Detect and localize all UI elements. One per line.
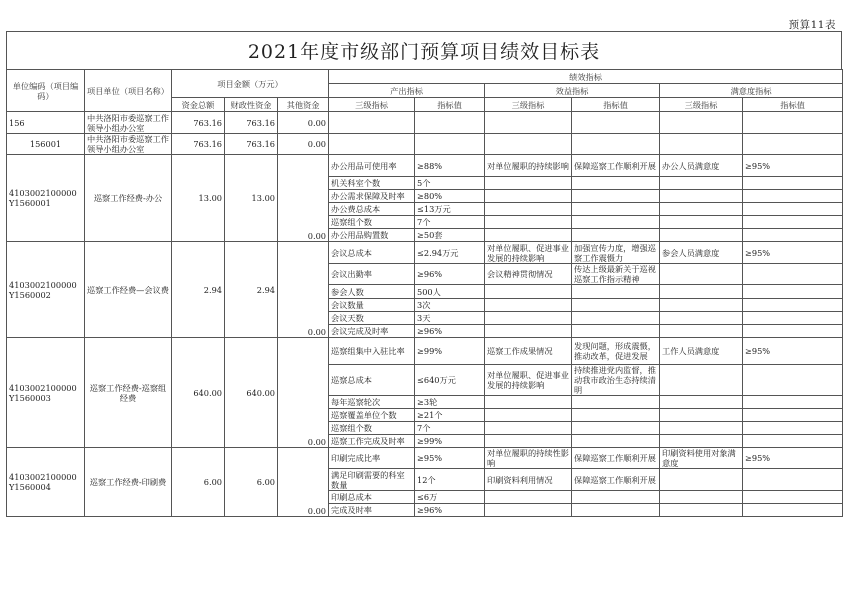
- output-value: 7个: [415, 216, 485, 229]
- empty-cell: [485, 504, 572, 517]
- empty-cell: [743, 299, 843, 312]
- output-value: ≥21个: [415, 409, 485, 422]
- output-value: ≥50套: [415, 229, 485, 242]
- empty-cell: [485, 312, 572, 325]
- output-indicator: 印刷总成本: [329, 491, 415, 504]
- benefit-indicator: 对单位履职、促进事业发展的持续影响: [485, 242, 572, 264]
- title-bar: [6, 31, 842, 69]
- project-fiscal: 2.94: [225, 242, 278, 338]
- empty-cell: [743, 325, 843, 338]
- project-other: 0.00: [278, 242, 329, 338]
- benefit-value: 保障巡察工作顺利开展: [572, 469, 660, 491]
- empty-cell: [660, 325, 743, 338]
- benefit-value: 发现问题，形成震慑，推动改革，促进发展: [572, 338, 660, 365]
- satisfaction-indicator: 工作人员满意度: [660, 338, 743, 365]
- project-fiscal: 640.00: [225, 338, 278, 448]
- empty-cell: [743, 365, 843, 396]
- satisfaction-value: ≥95%: [743, 155, 843, 177]
- satisfaction-indicator: 办公人员满意度: [660, 155, 743, 177]
- project-total: 640.00: [172, 338, 225, 448]
- output-value: ≤640万元: [415, 365, 485, 396]
- output-value: ≥80%: [415, 190, 485, 203]
- output-indicator: 办公需求保障及时率: [329, 190, 415, 203]
- empty-cell: [660, 285, 743, 299]
- output-value: ≥3轮: [415, 396, 485, 409]
- empty-cell: [485, 396, 572, 409]
- org-other: 0.00: [278, 112, 329, 134]
- output-value: ≥88%: [415, 155, 485, 177]
- empty-cell: [660, 504, 743, 517]
- satisfaction-indicator: 印刷资料使用对象满意度: [660, 448, 743, 469]
- empty-cell: [485, 229, 572, 242]
- header-satisfaction: 满意度指标: [660, 84, 843, 98]
- output-indicator: 巡察覆盖单位个数: [329, 409, 415, 422]
- output-value: ≥96%: [415, 264, 485, 285]
- empty-cell: [660, 177, 743, 190]
- empty-cell: [572, 229, 660, 242]
- empty-cell: [743, 285, 843, 299]
- empty-cell: [660, 435, 743, 448]
- project-total: 13.00: [172, 155, 225, 242]
- benefit-value: 保障巡察工作顺利开展: [572, 155, 660, 177]
- empty-cell: [660, 312, 743, 325]
- header-output-value: 指标值: [415, 98, 485, 112]
- empty-cell: [572, 491, 660, 504]
- header-performance: 绩效指标: [329, 70, 843, 84]
- output-indicator: 办公费总成本: [329, 203, 415, 216]
- page-label: 预算11表: [788, 19, 836, 31]
- empty-cell: [572, 299, 660, 312]
- org-name: 中共洛阳市委巡察工作领导小组办公室: [85, 112, 172, 134]
- project-other: 0.00: [278, 155, 329, 242]
- header-other: 其他资金: [278, 98, 329, 112]
- empty-cell: [485, 285, 572, 299]
- empty-cell: [572, 422, 660, 435]
- empty-cell: [329, 134, 415, 155]
- empty-cell: [660, 203, 743, 216]
- empty-cell: [660, 409, 743, 422]
- output-value: ≥96%: [415, 325, 485, 338]
- empty-cell: [743, 396, 843, 409]
- empty-cell: [572, 325, 660, 338]
- output-indicator: 巡察总成本: [329, 365, 415, 396]
- project-name: 巡察工作经费-办公: [85, 155, 172, 242]
- project-other: 0.00: [278, 448, 329, 517]
- empty-cell: [743, 422, 843, 435]
- output-value: 7个: [415, 422, 485, 435]
- empty-cell: [660, 229, 743, 242]
- satisfaction-value: ≥95%: [743, 242, 843, 264]
- output-indicator: 会议总成本: [329, 242, 415, 264]
- project-row: [7, 242, 843, 264]
- project-row: [7, 155, 843, 177]
- empty-cell: [415, 134, 485, 155]
- empty-cell: [743, 216, 843, 229]
- header-fiscal: 财政性资金: [225, 98, 278, 112]
- project-total: 6.00: [172, 448, 225, 517]
- output-value: ≥99%: [415, 435, 485, 448]
- org-name: 中共洛阳市委巡察工作领导小组办公室: [85, 134, 172, 155]
- output-value: ≥96%: [415, 504, 485, 517]
- empty-cell: [572, 285, 660, 299]
- empty-cell: [660, 365, 743, 396]
- output-indicator: 办公用品购置数: [329, 229, 415, 242]
- empty-cell: [743, 491, 843, 504]
- project-name: 巡察工作经费—会议费: [85, 242, 172, 338]
- org-code: 156001: [7, 134, 85, 155]
- output-indicator: 巡察组集中入驻比率: [329, 338, 415, 365]
- output-indicator: 巡察组个数: [329, 422, 415, 435]
- benefit-indicator: 对单位履职的持续性影响: [485, 448, 572, 469]
- empty-cell: [743, 190, 843, 203]
- output-value: ≤6万: [415, 491, 485, 504]
- empty-cell: [660, 299, 743, 312]
- project-code: 4103002100000Y1560001: [7, 155, 85, 242]
- header-total: 资金总额: [172, 98, 225, 112]
- output-value: ≥95%: [415, 448, 485, 469]
- empty-cell: [660, 491, 743, 504]
- page-title: 2021年度市级部门预算项目绩效目标表: [247, 41, 601, 63]
- project-code: 4103002100000Y1560002: [7, 242, 85, 338]
- empty-cell: [572, 435, 660, 448]
- benefit-indicator: 巡察工作成果情况: [485, 338, 572, 365]
- output-value: ≤13万元: [415, 203, 485, 216]
- empty-cell: [329, 112, 415, 134]
- empty-cell: [485, 177, 572, 190]
- output-value: ≥99%: [415, 338, 485, 365]
- org-other: 0.00: [278, 134, 329, 155]
- empty-cell: [485, 134, 572, 155]
- output-indicator: 巡察组个数: [329, 216, 415, 229]
- benefit-indicator: 会议精神贯彻情况: [485, 264, 572, 285]
- output-indicator: 满足印刷需要的科室数量: [329, 469, 415, 491]
- header-output: 产出指标: [329, 84, 485, 98]
- project-other: 0.00: [278, 338, 329, 448]
- empty-cell: [660, 112, 743, 134]
- output-indicator: 参会人数: [329, 285, 415, 299]
- empty-cell: [572, 112, 660, 134]
- header-amount: 项目金额（万元）: [172, 70, 329, 98]
- output-value: ≤2.94万元: [415, 242, 485, 264]
- empty-cell: [743, 229, 843, 242]
- output-value: 3次: [415, 299, 485, 312]
- output-indicator: 印刷完成比率: [329, 448, 415, 469]
- empty-cell: [660, 134, 743, 155]
- org-code: 156: [7, 112, 85, 134]
- project-code: 4103002100000Y1560003: [7, 338, 85, 448]
- empty-cell: [485, 299, 572, 312]
- empty-cell: [660, 396, 743, 409]
- empty-cell: [743, 435, 843, 448]
- output-indicator: 巡察工作完成及时率: [329, 435, 415, 448]
- header-satisfaction-value: 指标值: [743, 98, 843, 112]
- empty-cell: [743, 203, 843, 216]
- benefit-indicator: 对单位履职、促进事业发展的持续影响: [485, 365, 572, 396]
- empty-cell: [485, 203, 572, 216]
- empty-cell: [743, 112, 843, 134]
- project-name: 巡察工作经费-巡察组经费: [85, 338, 172, 448]
- empty-cell: [743, 264, 843, 285]
- header-benefit: 效益指标: [485, 84, 660, 98]
- empty-cell: [572, 409, 660, 422]
- empty-cell: [485, 325, 572, 338]
- empty-cell: [485, 216, 572, 229]
- project-name: 巡察工作经费-印刷费: [85, 448, 172, 517]
- org-fiscal: 763.16: [225, 134, 278, 155]
- output-value: 500人: [415, 285, 485, 299]
- output-value: 3天: [415, 312, 485, 325]
- empty-cell: [743, 409, 843, 422]
- empty-cell: [743, 134, 843, 155]
- empty-cell: [572, 216, 660, 229]
- org-row: [7, 112, 843, 134]
- output-indicator: 会议数量: [329, 299, 415, 312]
- project-row: [7, 448, 843, 469]
- performance-table: [6, 69, 843, 517]
- org-total: 763.16: [172, 112, 225, 134]
- empty-cell: [660, 469, 743, 491]
- header-benefit-level3: 三级指标: [485, 98, 572, 112]
- benefit-value: 持续推进党内监督，推动我市政治生态持续清明: [572, 365, 660, 396]
- output-indicator: 办公用品可使用率: [329, 155, 415, 177]
- empty-cell: [485, 422, 572, 435]
- output-indicator: 会议出勤率: [329, 264, 415, 285]
- empty-cell: [572, 203, 660, 216]
- empty-cell: [743, 177, 843, 190]
- empty-cell: [572, 312, 660, 325]
- satisfaction-value: ≥95%: [743, 338, 843, 365]
- output-indicator: 会议完成及时率: [329, 325, 415, 338]
- empty-cell: [660, 264, 743, 285]
- project-total: 2.94: [172, 242, 225, 338]
- org-fiscal: 763.16: [225, 112, 278, 134]
- empty-cell: [485, 491, 572, 504]
- empty-cell: [743, 312, 843, 325]
- empty-cell: [485, 435, 572, 448]
- output-value: 12个: [415, 469, 485, 491]
- org-row: [7, 134, 843, 155]
- empty-cell: [572, 504, 660, 517]
- output-indicator: 完成及时率: [329, 504, 415, 517]
- header-unit-code: 单位编码（项目编码）: [7, 70, 85, 112]
- empty-cell: [485, 190, 572, 203]
- benefit-value: 保障巡察工作顺利开展: [572, 448, 660, 469]
- empty-cell: [485, 112, 572, 134]
- project-row: [7, 338, 843, 365]
- empty-cell: [660, 216, 743, 229]
- output-indicator: 每年巡察轮次: [329, 396, 415, 409]
- header-benefit-value: 指标值: [572, 98, 660, 112]
- satisfaction-value: ≥95%: [743, 448, 843, 469]
- benefit-value: 加强宣传力度，增强巡察工作震慑力: [572, 242, 660, 264]
- empty-cell: [485, 409, 572, 422]
- output-indicator: 会议天数: [329, 312, 415, 325]
- benefit-indicator: 对单位履职的持续影响: [485, 155, 572, 177]
- empty-cell: [743, 469, 843, 491]
- output-indicator: 机关科室个数: [329, 177, 415, 190]
- empty-cell: [660, 190, 743, 203]
- empty-cell: [743, 504, 843, 517]
- empty-cell: [572, 177, 660, 190]
- empty-cell: [572, 396, 660, 409]
- org-total: 763.16: [172, 134, 225, 155]
- header-output-level3: 三级指标: [329, 98, 415, 112]
- satisfaction-indicator: 参会人员满意度: [660, 242, 743, 264]
- project-code: 4103002100000Y1560004: [7, 448, 85, 517]
- header-satisfaction-level3: 三级指标: [660, 98, 743, 112]
- empty-cell: [660, 422, 743, 435]
- benefit-indicator: 印刷资料利用情况: [485, 469, 572, 491]
- benefit-value: 传达上级最新关于巡视巡察工作指示精神: [572, 264, 660, 285]
- header-unit-name: 项目单位（项目名称）: [85, 70, 172, 112]
- empty-cell: [572, 190, 660, 203]
- empty-cell: [415, 112, 485, 134]
- project-fiscal: 6.00: [225, 448, 278, 517]
- output-value: 5个: [415, 177, 485, 190]
- empty-cell: [572, 134, 660, 155]
- project-fiscal: 13.00: [225, 155, 278, 242]
